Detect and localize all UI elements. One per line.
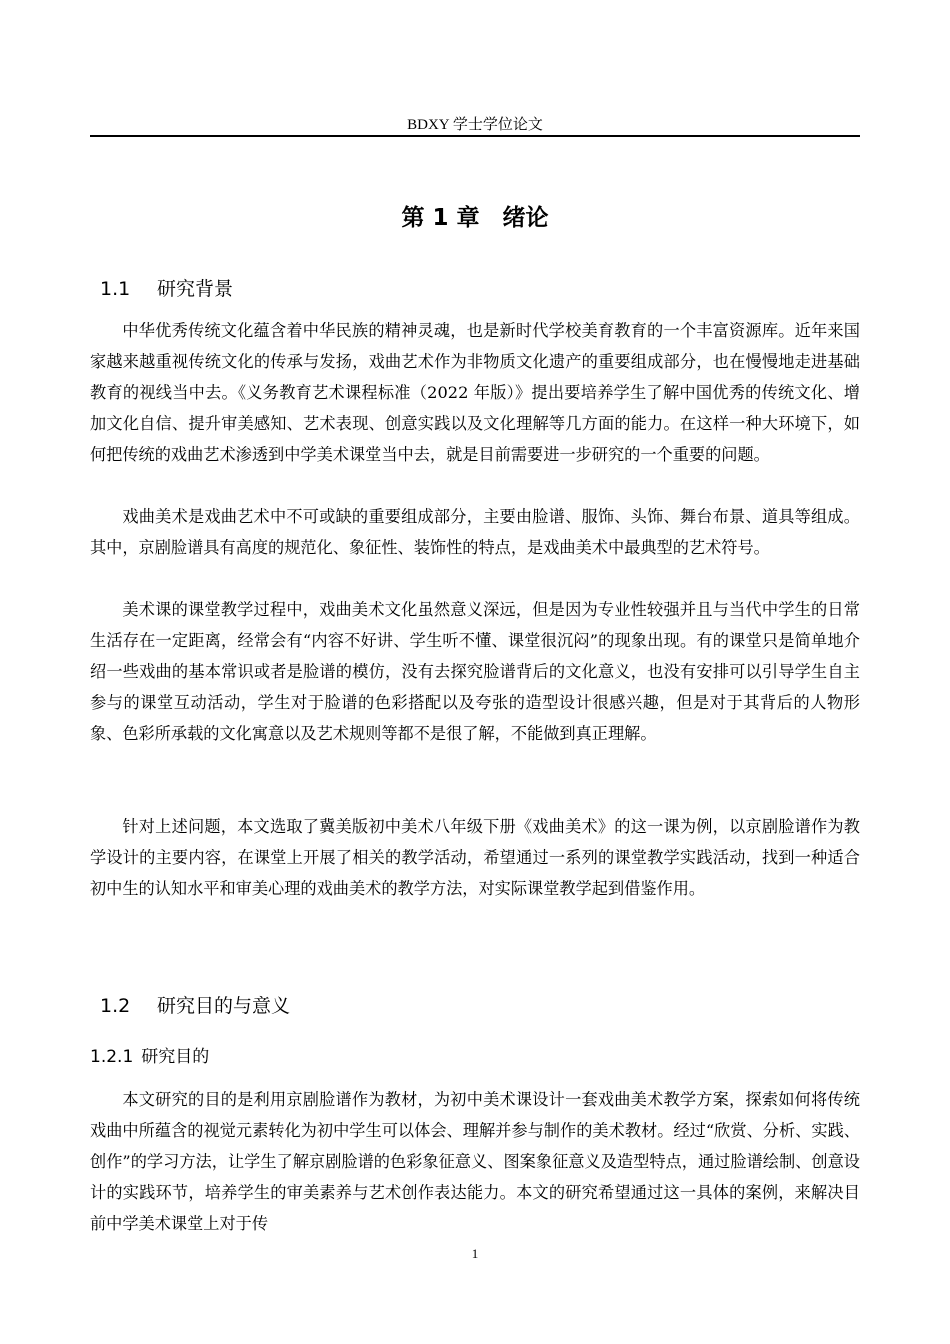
subsection-number: 1.2.1 bbox=[90, 1047, 134, 1067]
section-number: 1.2 bbox=[100, 995, 131, 1017]
section-title: 研究目的与意义 bbox=[157, 995, 291, 1017]
header-rule bbox=[90, 135, 860, 137]
subsection-title: 研究目的 bbox=[141, 1047, 210, 1067]
paragraph: 戏曲美术是戏曲艺术中不可或缺的重要组成部分，主要由脸谱、服饰、头饰、舞台布景、道具等组成。其中，京剧脸谱具有高度的规范化、象征性、装饰性的特点，是戏曲美术中最典型的艺术符号。 bbox=[90, 507, 860, 557]
chapter-title: 第 1 章 绪论 bbox=[401, 205, 549, 231]
section-heading-1-1 bbox=[100, 275, 233, 303]
paragraph: 本文研究的目的是利用京剧脸谱作为教材，为初中美术课设计一套戏曲美术教学方案，探索如何将传统戏曲中所蕴含的视觉元素转化为初中学生可以体会、理解并参与制作的美术教材。经过“欣赏、分析、实践、创作”的学习方法，让学生了解京剧脸谱的色彩象征意义、图案象征意义及造型特点，通过脸谱绘制、创意设计的实践环节，培养学生的审美素养与艺术创作表达能力。本文的研究希望通过这一具体的案例，来解决目前中学美术课堂上对于传 bbox=[90, 1090, 860, 1233]
section-heading-1-2 bbox=[100, 992, 290, 1020]
running-header: BDXY 学士学位论文 bbox=[407, 117, 543, 133]
paragraph: 针对上述问题，本文选取了冀美版初中美术八年级下册《戏曲美术》的这一课为例，以京剧脸谱作为教学设计的主要内容，在课堂上开展了相关的教学活动，希望通过一系列的课堂教学实践活动，找到一种适合初中生的认知水平和审美心理的戏曲美术的教学方法，对实际课堂教学起到借鉴作用。 bbox=[90, 817, 860, 898]
page-number: 1 bbox=[471, 1246, 479, 1261]
paragraph: 中华优秀传统文化蕴含着中华民族的精神灵魂，也是新时代学校美育教育的一个丰富资源库。近年来国家越来越重视传统文化的传承与发扬，戏曲艺术作为非物质文化遗产的重要组成部分，也在慢慢地走进基础教育的视线当中去。《义务教育艺术课程标准（2022 年版）》提出要培养学生了解中国优秀的传统文化、增加文化自信、提升审美感知、艺术表现、创意实践以及文化理解等几方面的能力。在这样一种大环境下，如何把传统的戏曲艺术渗透到中学美术课堂当中去，就是目前需要进一步研究的一个重要的问题。 bbox=[90, 321, 860, 464]
section-title: 研究背景 bbox=[157, 278, 234, 300]
subsection-heading-1-2-1 bbox=[90, 1044, 209, 1070]
section-number: 1.1 bbox=[100, 278, 131, 300]
paragraph: 美术课的课堂教学过程中，戏曲美术文化虽然意义深远，但是因为专业性较强并且与当代中学生的日常生活存在一定距离，经常会有“内容不好讲、学生听不懂、课堂很沉闷”的现象出现。有的课堂只是简单地介绍一些戏曲的基本常识或者是脸谱的模仿，没有去探究脸谱背后的文化意义，也没有安排可以引导学生自主参与的课堂互动活动，学生对于脸谱的色彩搭配以及夸张的造型设计很感兴趣，但是对于其背后的人物形象、色彩所承载的文化寓意以及艺术规则等都不是很了解，不能做到真正理解。 bbox=[90, 600, 860, 743]
